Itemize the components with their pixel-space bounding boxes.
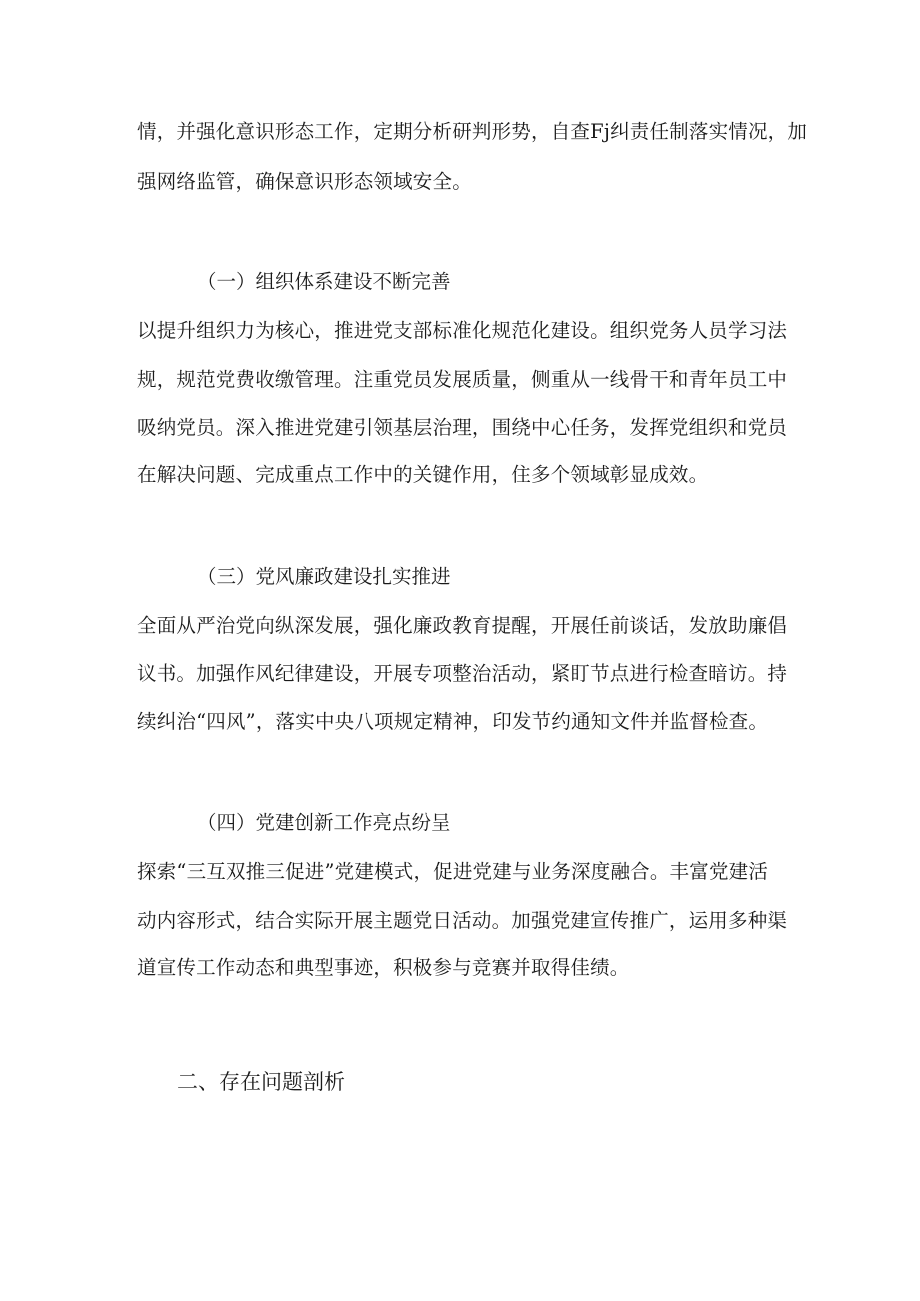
section1-line-2: 规，规范党费收缴管理。注重党员发展质量，侧重从一线骨干和青年员工中 bbox=[137, 368, 788, 391]
section4-line-2: 动内容形式，结合实际开展主题党日活动。加强党建宣传推广，运用多种渠 bbox=[137, 909, 788, 932]
section1-line-4: 在解决问题、完成重点工作中的关键作用，住多个领域彰显成效。 bbox=[137, 463, 709, 486]
section4-line-3: 道宣传工作动态和典型事迹，积极参与竞赛并取得佳绩。 bbox=[137, 956, 630, 979]
intro-line-1: 情，并强化意识形态工作，定期分析研判形势，自查Fj纠责任制落实情况，加 bbox=[137, 120, 808, 143]
section1-line-3: 吸纳党员。深入推进党建引领基层治理，围绕中心任务，发挥党组织和党员 bbox=[137, 416, 788, 439]
section4-line-1: 探索“三互双推三促进”党建模式，促进党建与业务深度融合。丰富党建活 bbox=[137, 860, 769, 883]
section-heading-4: （四）党建创新工作亮点纷呈 bbox=[197, 811, 451, 834]
section3-line-1: 全面从严治党向纵深发展，强化廉政教育提醒，开展任前谈话，发放助廉倡 bbox=[137, 614, 788, 637]
section-heading-3: （三）党风廉政建设扎实推进 bbox=[197, 565, 451, 588]
section-heading-1: （一）组织体系建设不断完善 bbox=[197, 270, 451, 293]
intro-line-2: 强网络监管，确保意识形态领域安全。 bbox=[137, 170, 472, 193]
part-heading-2: 二、存在问题剖析 bbox=[177, 1070, 345, 1094]
section3-line-3: 续纠治“四风”，落实中央八项规定精神，印发节约通知文件并监督检查。 bbox=[137, 710, 769, 733]
section1-line-1: 以提升组织力为核心，推进党支部标准化规范化建设。组织党务人员学习法 bbox=[137, 319, 788, 342]
section3-line-2: 议书。加强作风纪律建设，开展专项整治活动，紧盯节点进行检查暗访。持 bbox=[137, 662, 788, 685]
